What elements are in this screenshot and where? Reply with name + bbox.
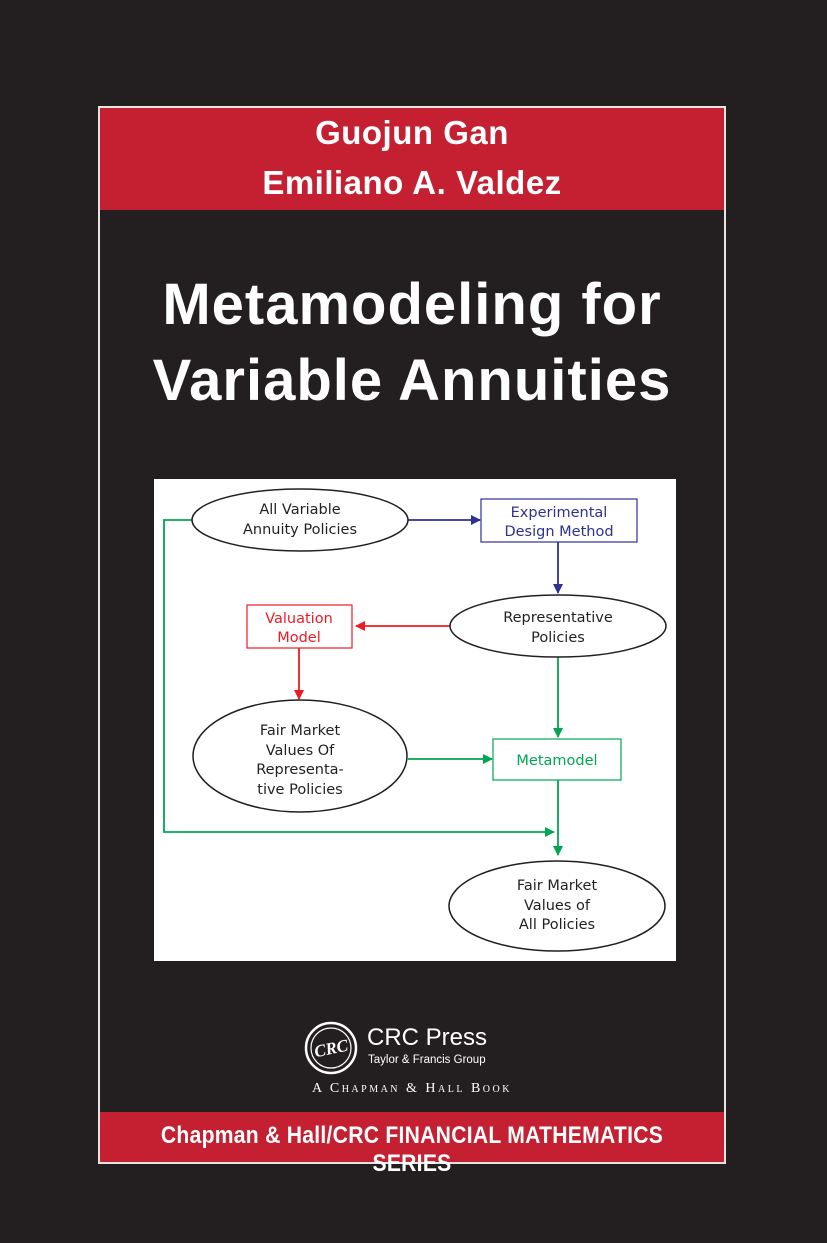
node-all-policies-line-2: Annuity Policies <box>242 522 358 538</box>
crc-logo-icon <box>304 1021 358 1075</box>
crc-logo-text: CRC <box>312 1035 350 1062</box>
node-representative-policies <box>450 595 666 657</box>
node-fmv-all-line-3: All Policies <box>518 917 596 933</box>
node-experimental-design-line-2: Design Method <box>504 524 614 540</box>
node-fmv-rep-line-4: tive Policies <box>257 782 343 798</box>
publisher-subtitle: Taylor & Francis Group <box>368 1054 486 1066</box>
series-title: Chapman & Hall/CRC FINANCIAL MATHEMATICS SERIES <box>160 1122 664 1177</box>
author-name-1: Guojun Gan <box>315 114 509 151</box>
node-representative-line-1: Representative <box>503 610 613 626</box>
publisher-name: CRC Press <box>367 1024 488 1051</box>
book-title-line-2: Variable Annuities <box>152 348 672 413</box>
node-fmv-rep-line-3: Representa- <box>256 762 344 778</box>
node-fmv-all-line-1: Fair Market <box>516 878 598 894</box>
imprint-line: A Chapman & Hall Book <box>312 1081 512 1096</box>
node-valuation-line-2: Model <box>277 630 321 646</box>
node-valuation-line-1: Valuation <box>265 611 333 627</box>
node-fmv-rep-line-1: Fair Market <box>259 723 341 739</box>
node-fmv-all-line-2: Values of <box>524 898 590 914</box>
node-experimental-design-line-1: Experimental <box>510 505 608 521</box>
node-representative-line-2: Policies <box>531 630 585 646</box>
node-all-policies-line-1: All Variable <box>259 502 341 518</box>
node-metamodel-label: Metamodel <box>516 753 598 769</box>
book-title-line-1: Metamodeling for <box>162 272 662 337</box>
flow-diagram <box>154 479 676 961</box>
node-fmv-rep-line-2: Values Of <box>265 743 335 759</box>
node-all-policies <box>192 489 408 551</box>
author-name-2: Emiliano A. Valdez <box>262 164 562 201</box>
